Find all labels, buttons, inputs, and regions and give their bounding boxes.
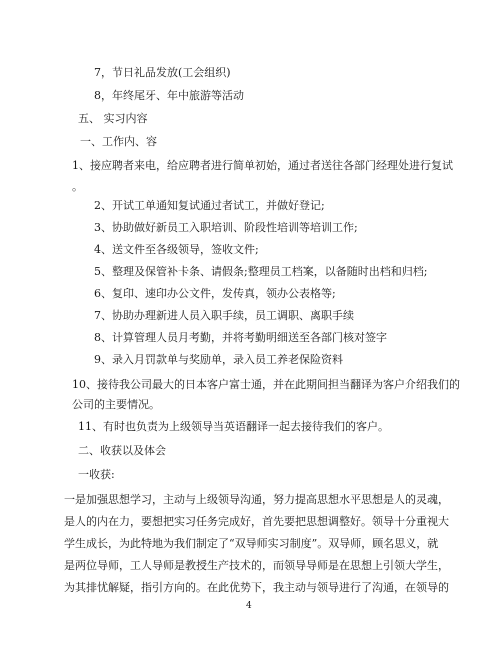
list-item-9: 9、录入月罚款单与奖励单，录入员工养老保险资料 — [94, 353, 343, 366]
section-heading-2: 二、收获以及体会 — [78, 444, 166, 457]
list-item-5: 5、整理及保管补卡条、请假条;整理员工档案，以备随时出档和归档; — [94, 265, 428, 278]
list-item-8: 8，年终尾牙、年中旅游等活动 — [94, 89, 244, 102]
paragraph-line: 1、接应聘者来电，给应聘者进行简单初始，通过者送往各部门经理处进行复试 — [72, 159, 453, 172]
list-item-7b: 7、协助办理新进人员入职手续，员工调职、离职手续 — [94, 309, 354, 322]
paragraph-line: 是两位导师，工人导师是教授生产技术的，而领导导师是在思想上引领大学生， — [64, 559, 449, 572]
section-heading-5: 五、 实习内容 — [78, 112, 148, 125]
paragraph-line: 11、有时也负责为上级领导当英语翻译一起去接待我们的客户。 — [78, 420, 389, 433]
paragraph-line: 10、接待我公司最大的日本客户富士通，并在此期间担当翻译为客户介绍我们的 — [72, 378, 460, 391]
subsection-heading-1: 一、工作内、容 — [80, 135, 157, 148]
list-item-6: 6、复印、速印办公文件，发传真，领办公表格等; — [94, 287, 336, 300]
list-item-7: 7，节日礼品发放(工会组织) — [94, 66, 231, 79]
paragraph-line: 一是加强思想学习，主动与上级领导沟通，努力提高思想水平思想是人的灵魂， — [64, 493, 449, 506]
list-item-2: 2、开试工单通知复试通过者试工，并做好登记; — [94, 199, 325, 212]
list-item-4: 4、送文件至各级领导，签收文件; — [94, 243, 259, 256]
paragraph-line: 是人的内在力，要想把实习任务完成好，首先要把思想调整好。领导十分重视大 — [64, 515, 449, 528]
list-item-8b: 8、计算管理人员月考勤，并将考勤明细送至各部门核对签字 — [94, 331, 387, 344]
page-number: 4 — [246, 601, 252, 611]
list-item-3: 3、协助做好新员工入职培训、阶段性培训等培训工作; — [94, 221, 358, 234]
paragraph-line: 。 — [72, 180, 83, 193]
subsection-heading-gains: 一收获: — [78, 468, 115, 481]
paragraph-line: 公司的主要情况。 — [72, 398, 160, 411]
paragraph-line: 学生成长，为此特地为我们制定了“双导师实习制度”。双导师，顾名思义，就 — [64, 537, 439, 550]
paragraph-line: 为其排忧解疑，指引方向的。在此优势下，我主动与领导进行了沟通，在领导的 — [64, 581, 449, 594]
